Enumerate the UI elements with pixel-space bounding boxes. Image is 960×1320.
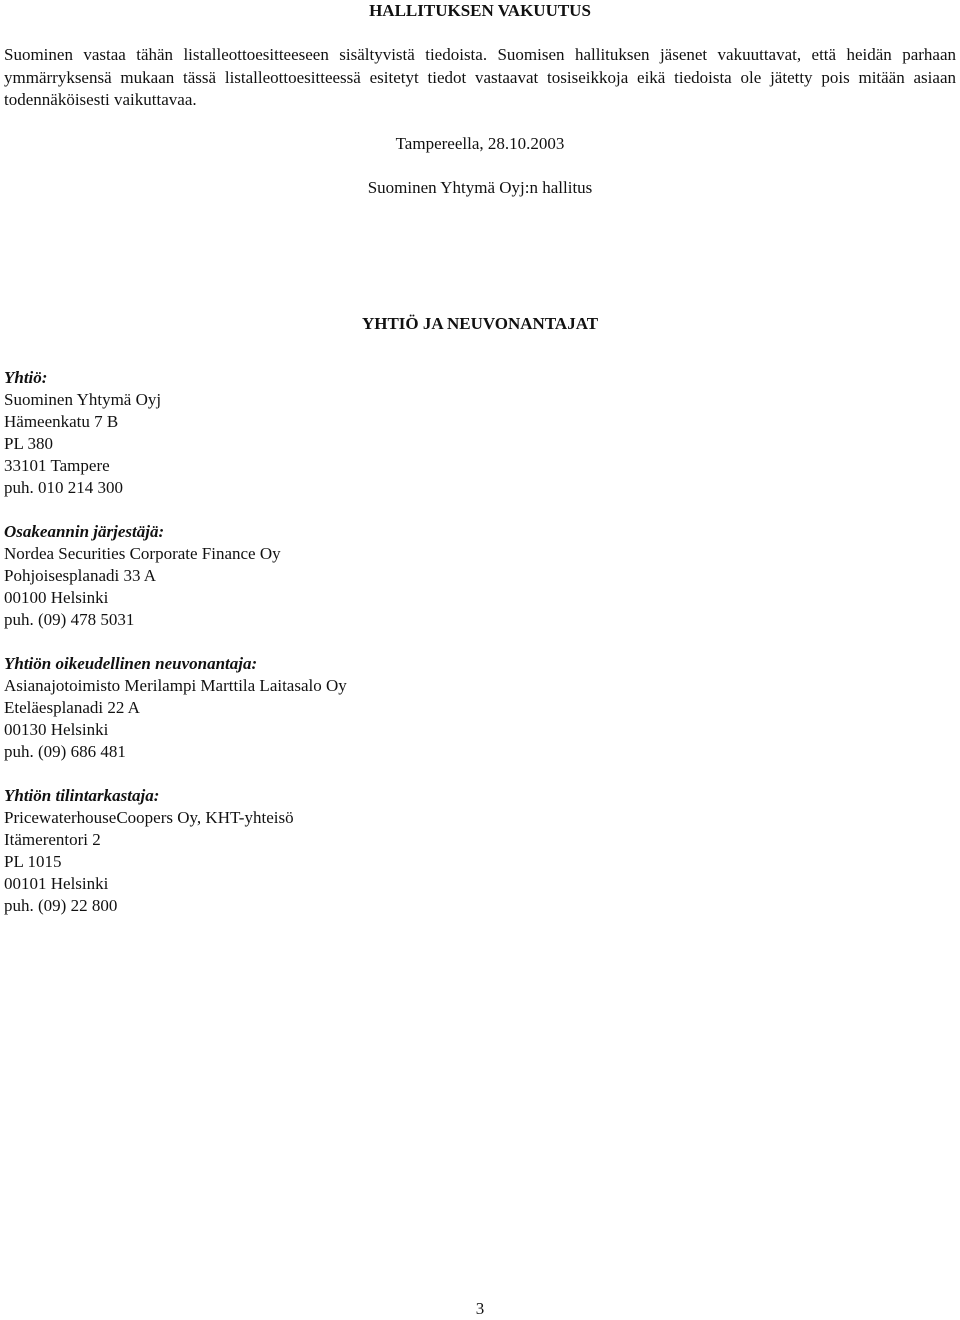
contact-line: puh. (09) 478 5031 <box>4 610 135 629</box>
section-title: YHTIÖ JA NEUVONANTAJAT <box>361 314 599 333</box>
contact-line: 00130 Helsinki <box>4 720 109 739</box>
contact-line: Asianajotoimisto Merilampi Marttila Laitasalo Oy <box>4 676 347 695</box>
contact-heading: Yhtiö: <box>4 368 48 387</box>
place-date: Tampereella, 28.10.2003 <box>395 134 565 153</box>
page-title: HALLITUKSEN VAKUUTUS <box>369 1 591 20</box>
contact-block-auditor <box>4 785 704 917</box>
contact-line: puh. (09) 686 481 <box>4 742 126 761</box>
contact-heading: Yhtiön oikeudellinen neuvonantaja: <box>4 654 258 673</box>
contact-line: 00100 Helsinki <box>4 588 109 607</box>
contact-line: Hämeenkatu 7 B <box>4 412 119 431</box>
contact-line: puh. 010 214 300 <box>4 478 123 497</box>
contact-heading: Osakeannin järjestäjä: <box>4 522 165 541</box>
contact-line: Pohjoisesplanadi 33 A <box>4 566 157 585</box>
intro-paragraph: Suominen vastaa tähän listalleottoesitteeseen sisältyvistä tiedoista. Suomisen hallituksen jäsenet vakuuttavat, että heidän parhaan ymmärryksensä mukaan tässä listalleottoesitteessä esitetyt tiedot vastaavat tosiseikkoja eikä tiedoista ole jätetty pois mitään asiaan todennäköisesti vaikuttavaa. <box>4 45 956 109</box>
contact-line: puh. (09) 22 800 <box>4 896 118 915</box>
contact-line: 33101 Tampere <box>4 456 110 475</box>
contact-line: Eteläesplanadi 22 A <box>4 698 140 717</box>
contact-block-issue-arranger <box>4 521 704 631</box>
contact-line: Suominen Yhtymä Oyj <box>4 390 162 409</box>
page-number: 3 <box>475 1299 485 1318</box>
contact-line: PL 1015 <box>4 852 62 871</box>
contact-line: Itämerentori 2 <box>4 830 101 849</box>
signer: Suominen Yhtymä Oyj:n hallitus <box>367 178 593 197</box>
contact-block-company <box>4 367 704 499</box>
contact-heading: Yhtiön tilintarkastaja: <box>4 786 160 805</box>
contact-line: 00101 Helsinki <box>4 874 109 893</box>
contact-line: Nordea Securities Corporate Finance Oy <box>4 544 281 563</box>
contact-block-legal-advisor <box>4 653 704 763</box>
contact-line: PricewaterhouseCoopers Oy, KHT-yhteisö <box>4 808 294 827</box>
contact-line: PL 380 <box>4 434 53 453</box>
